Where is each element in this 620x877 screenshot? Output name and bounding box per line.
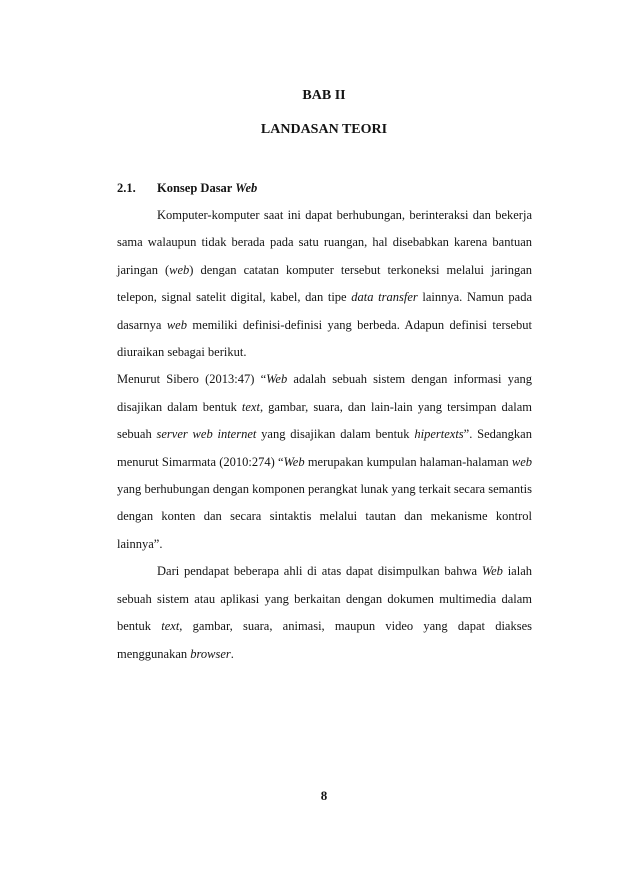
text-run: . [230, 646, 234, 661]
text-run: Dari pendapat beberapa ahli di atas dapat disimpulkan bahwa [157, 564, 482, 579]
text-run: memiliki definisi-definisi yang berbeda. Adapun definisi tersebut diuraikan sebagai berikut. [117, 317, 532, 360]
section-title-italic: Web [235, 181, 258, 195]
text-run-italic: server web internet [156, 427, 257, 442]
text-run-italic: web [166, 317, 187, 332]
section-title: Konsep Dasar [157, 181, 236, 195]
text-run: Komputer-komputer saat ini dapat berhubungan, berinteraksi dan bekerja sama walaupun tidak berada pada satu ruangan, hal disebabkan karena bantuan jaringan ( [117, 208, 532, 277]
text-run: lainnya. Namun pada dasarnya [117, 290, 533, 332]
body-text [117, 202, 532, 668]
text-run: , gambar, suara, dan lain-lain yang tersimpan dalam sebuah [117, 399, 532, 442]
text-run: Menurut Sibero (2013:47) “ [117, 372, 267, 387]
text-run-italic: Web [481, 564, 503, 579]
text-run-italic: hipertexts [414, 427, 464, 442]
section-heading [117, 181, 257, 196]
text-run-italic: Web [266, 372, 288, 387]
text-run-italic: Web [283, 454, 305, 469]
text-run-italic: web [511, 454, 532, 469]
paragraph-2 [117, 366, 532, 558]
text-run: merupakan kumpulan halaman-halaman [304, 454, 512, 469]
paragraph-3 [117, 558, 532, 668]
text-run: , gambar, suara, animasi, maupun video yang dapat diakses menggunakan [117, 619, 532, 661]
text-run-italic: web [169, 262, 190, 277]
page-number: 8 [320, 788, 328, 803]
text-run: yang berhubungan dengan komponen perangkat lunak yang terkait secara semantis dengan konten dan secara sintaktis melalui tautan dan mekanisme kontrol lainnya”. [117, 482, 532, 551]
chapter-title: LANDASAN TEORI [260, 122, 388, 137]
section-number: 2.1. [117, 181, 136, 195]
text-run-italic: text [161, 619, 180, 634]
text-run-italic: text [241, 399, 260, 414]
chapter-number: BAB II [302, 88, 346, 103]
text-run: adalah sebuah sistem dengan informasi yang disajikan dalam bentuk [117, 372, 533, 414]
text-run: ialah sebuah sistem atau aplikasi yang berkaitan dengan dokumen multimedia dalam bentuk [117, 564, 532, 634]
text-run: ) dengan catatan komputer tersebut terkoneksi melalui jaringan telepon, signal satelit digital, kabel, dan tipe [117, 262, 532, 305]
text-run: ”. Sedangkan menurut Simarmata (2010:274) “ [117, 427, 532, 469]
text-run-italic: browser [190, 646, 231, 661]
paragraph-1 [117, 202, 532, 366]
text-run-italic: data transfer [351, 290, 418, 305]
text-run: yang disajikan dalam bentuk [256, 427, 415, 442]
